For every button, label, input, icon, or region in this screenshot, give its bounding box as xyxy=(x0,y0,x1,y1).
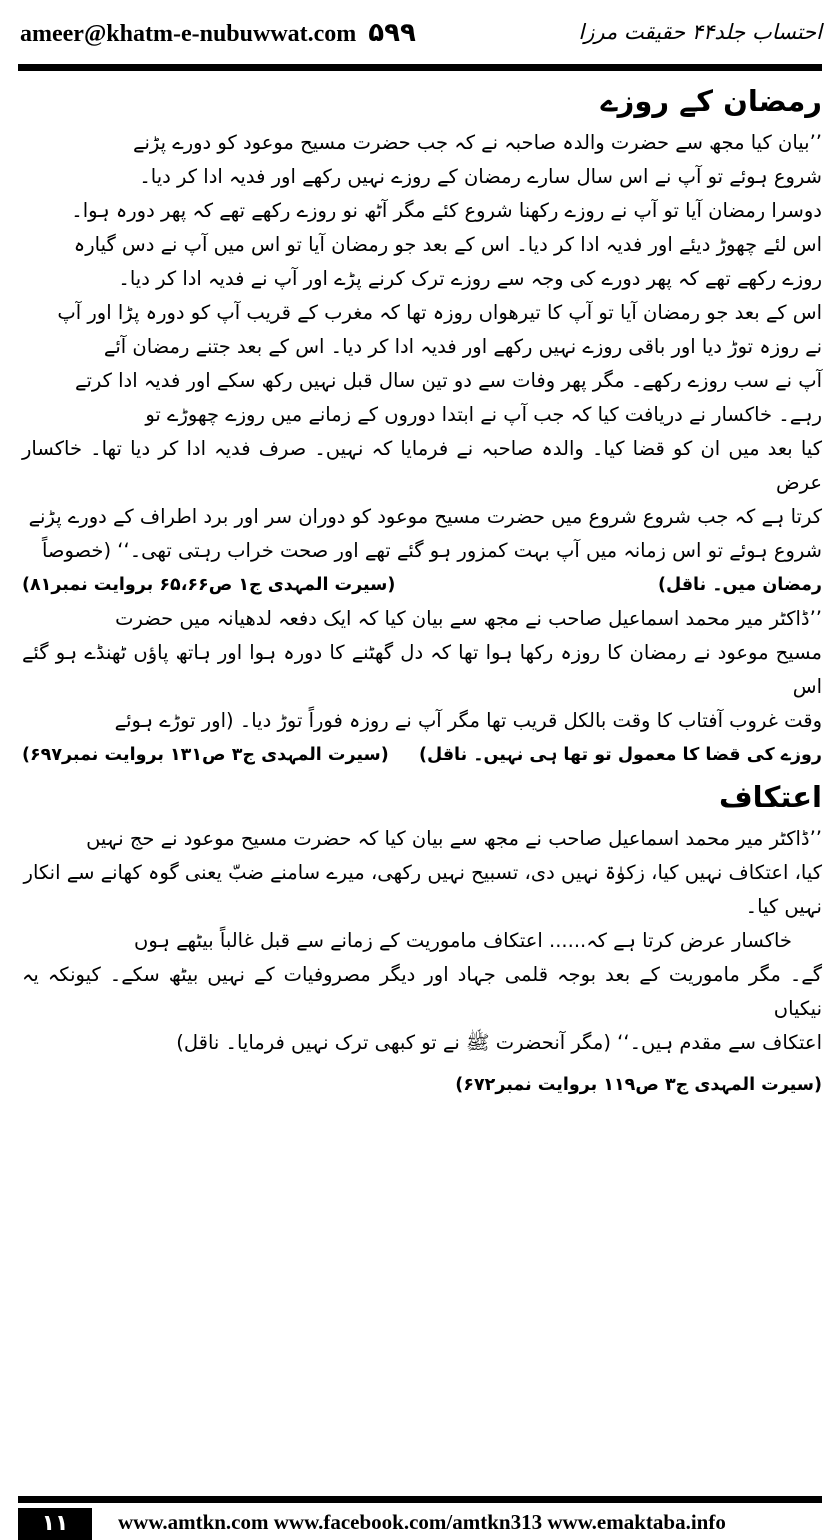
paragraph-4 xyxy=(22,924,822,1102)
header-title: احتساب جلد۴۴ حقیقت مرزا xyxy=(578,20,822,44)
text-line: مسیح موعود نے رمضان کا روزہ رکھا ہوا تھا کہ دل گھٹنے کا دورہ ہوا اور ہاتھ پاؤں ٹھنڈے ہو گئے اس xyxy=(22,641,822,698)
citation-row xyxy=(22,568,822,602)
text-line: روزے رکھے تھے کہ پھر دورے کی وجہ سے روزے ترک کرنے پڑے اور آپ نے فدیہ ادا کر دیا۔ xyxy=(118,267,822,290)
text-line: اس کے بعد جو رمضان آیا تو آپ کا تیرھواں روزہ تھا کہ مغرب کے قریب آپ کو دورہ پڑا اور آپ xyxy=(57,301,822,324)
text-line: خاکسار عرض کرتا ہے کہ...... اعتکاف ماموریت کے زمانے سے قبل غالباً بیٹھے ہوں xyxy=(134,929,792,952)
text-line: ’’ڈاکٹر میر محمد اسماعیل صاحب نے مجھ سے بیان کیا کہ ایک دفعہ لدھیانہ میں حضرت xyxy=(115,607,822,630)
header-email xyxy=(20,18,416,48)
text-line: کیا، اعتکاف نہیں کیا، زکوٰۃ نہیں دی، تسبیح نہیں رکھی، میرے سامنے ضبّ یعنی گوہ کھانے سے انکار xyxy=(23,861,822,884)
paragraph-2 xyxy=(22,602,822,772)
paragraph-3 xyxy=(22,822,822,924)
page-content xyxy=(22,76,822,1102)
text-line: اس لئے چھوڑ دیئے اور فدیہ ادا کر دیا۔ اس کے بعد جو رمضان آیا تو اس میں آپ نے دس گیارہ xyxy=(73,233,822,256)
citation: (سیرت المہدی ج۳ ص۱۱۹ بروایت نمبر۶۷۲) xyxy=(455,1075,822,1095)
text-line: وقت غروب آفتاب کا وقت بالکل قریب تھا مگر آپ نے روزہ فوراً توڑ دیا۔ (اور توڑے ہوئے xyxy=(114,709,822,732)
header-divider xyxy=(18,64,822,71)
text-line: رہے۔ خاکسار نے دریافت کیا کہ جب آپ نے ابتدا دوروں کے زمانے میں روزے چھوڑے تو xyxy=(145,403,822,426)
citation: (سیرت المہدی ج۳ ص۱۳۱ بروایت نمبر۶۹۷) xyxy=(22,745,389,765)
section-heading-itikaf: اعتکاف xyxy=(718,780,822,814)
text-line: شروع ہوئے تو اس زمانہ میں آپ بہت کمزور ہو گئے تھے اور صحت خراب رہتی تھی۔‘‘ (خصوصاً xyxy=(41,539,822,562)
footer-links[interactable]: www.amtkn.com www.facebook.com/amtkn313 www.emaktaba.info xyxy=(118,1510,726,1534)
text-line: نے روزہ توڑ دیا اور باقی روزے نہیں رکھے اور فدیہ ادا کر دیا۔ اس کے بعد جتنے رمضان آئے xyxy=(103,335,822,358)
section-heading-ramadan: رمضان کے روزے xyxy=(600,84,822,118)
footer-divider xyxy=(18,1496,822,1503)
text-line: روزے کی قضا کا معمول تو تھا ہی نہیں۔ ناقل) xyxy=(418,745,822,765)
text-line: کیا بعد میں ان کو قضا کیا۔ والدہ صاحبہ نے فرمایا کہ نہیں۔ صرف فدیہ ادا کر دیا تھا۔ خاکسار عرض xyxy=(22,437,822,494)
text-line: شروع ہوئے تو آپ نے اس سال سارے رمضان کے روزے نہیں رکھے اور فدیہ ادا کر دیا۔ xyxy=(139,165,822,188)
text-line: نہیں کیا۔ xyxy=(745,895,822,918)
text-line: رمضان میں۔ ناقل) xyxy=(657,575,822,595)
footer-page-box: ۱۱ xyxy=(18,1508,92,1540)
text-line: اعتکاف سے مقدم ہیں۔‘‘ (مگر آنحضرت ﷺ نے تو کبھی ترک نہیں فرمایا۔ ناقل) xyxy=(176,1031,822,1054)
citation-row xyxy=(22,738,822,772)
text-line: ’’ڈاکٹر میر محمد اسماعیل صاحب نے مجھ سے بیان کیا کہ حضرت مسیح موعود نے حج نہیں xyxy=(86,827,822,850)
text-line: دوسرا رمضان آیا تو آپ نے روزے رکھنا شروع کئے مگر آٹھ نو روزے رکھے تھے کہ پھر دورہ ہوا۔ xyxy=(71,199,822,222)
page-number: ۵۹۹ xyxy=(368,18,416,48)
paragraph-1 xyxy=(22,126,822,602)
email-text: ameer@khatm-e-nubuwwat.com xyxy=(20,21,357,47)
citation: (سیرت المہدی ج۱ ص۶۵،۶۶ بروایت نمبر۸۱) xyxy=(22,575,396,595)
text-line: کرتا ہے کہ جب شروع شروع میں حضرت مسیح موعود کو دوران سر اور برد اطراف کے دورے پڑنے xyxy=(28,505,822,528)
text-line: گے۔ مگر ماموریت کے بعد بوجہ قلمی جہاد اور دیگر مصروفیات کے نہیں بیٹھ سکے۔ کیونکہ یہ نیکیاں xyxy=(22,963,822,1020)
text-line: ’’بیان کیا مجھ سے حضرت والدہ صاحبہ نے کہ جب حضرت مسیح موعود کو دورے پڑنے xyxy=(133,131,822,154)
text-line: آپ نے سب روزے رکھے۔ مگر پھر وفات سے دو تین سال قبل نہیں رکھ سکے اور فدیہ ادا کرتے xyxy=(75,369,822,392)
